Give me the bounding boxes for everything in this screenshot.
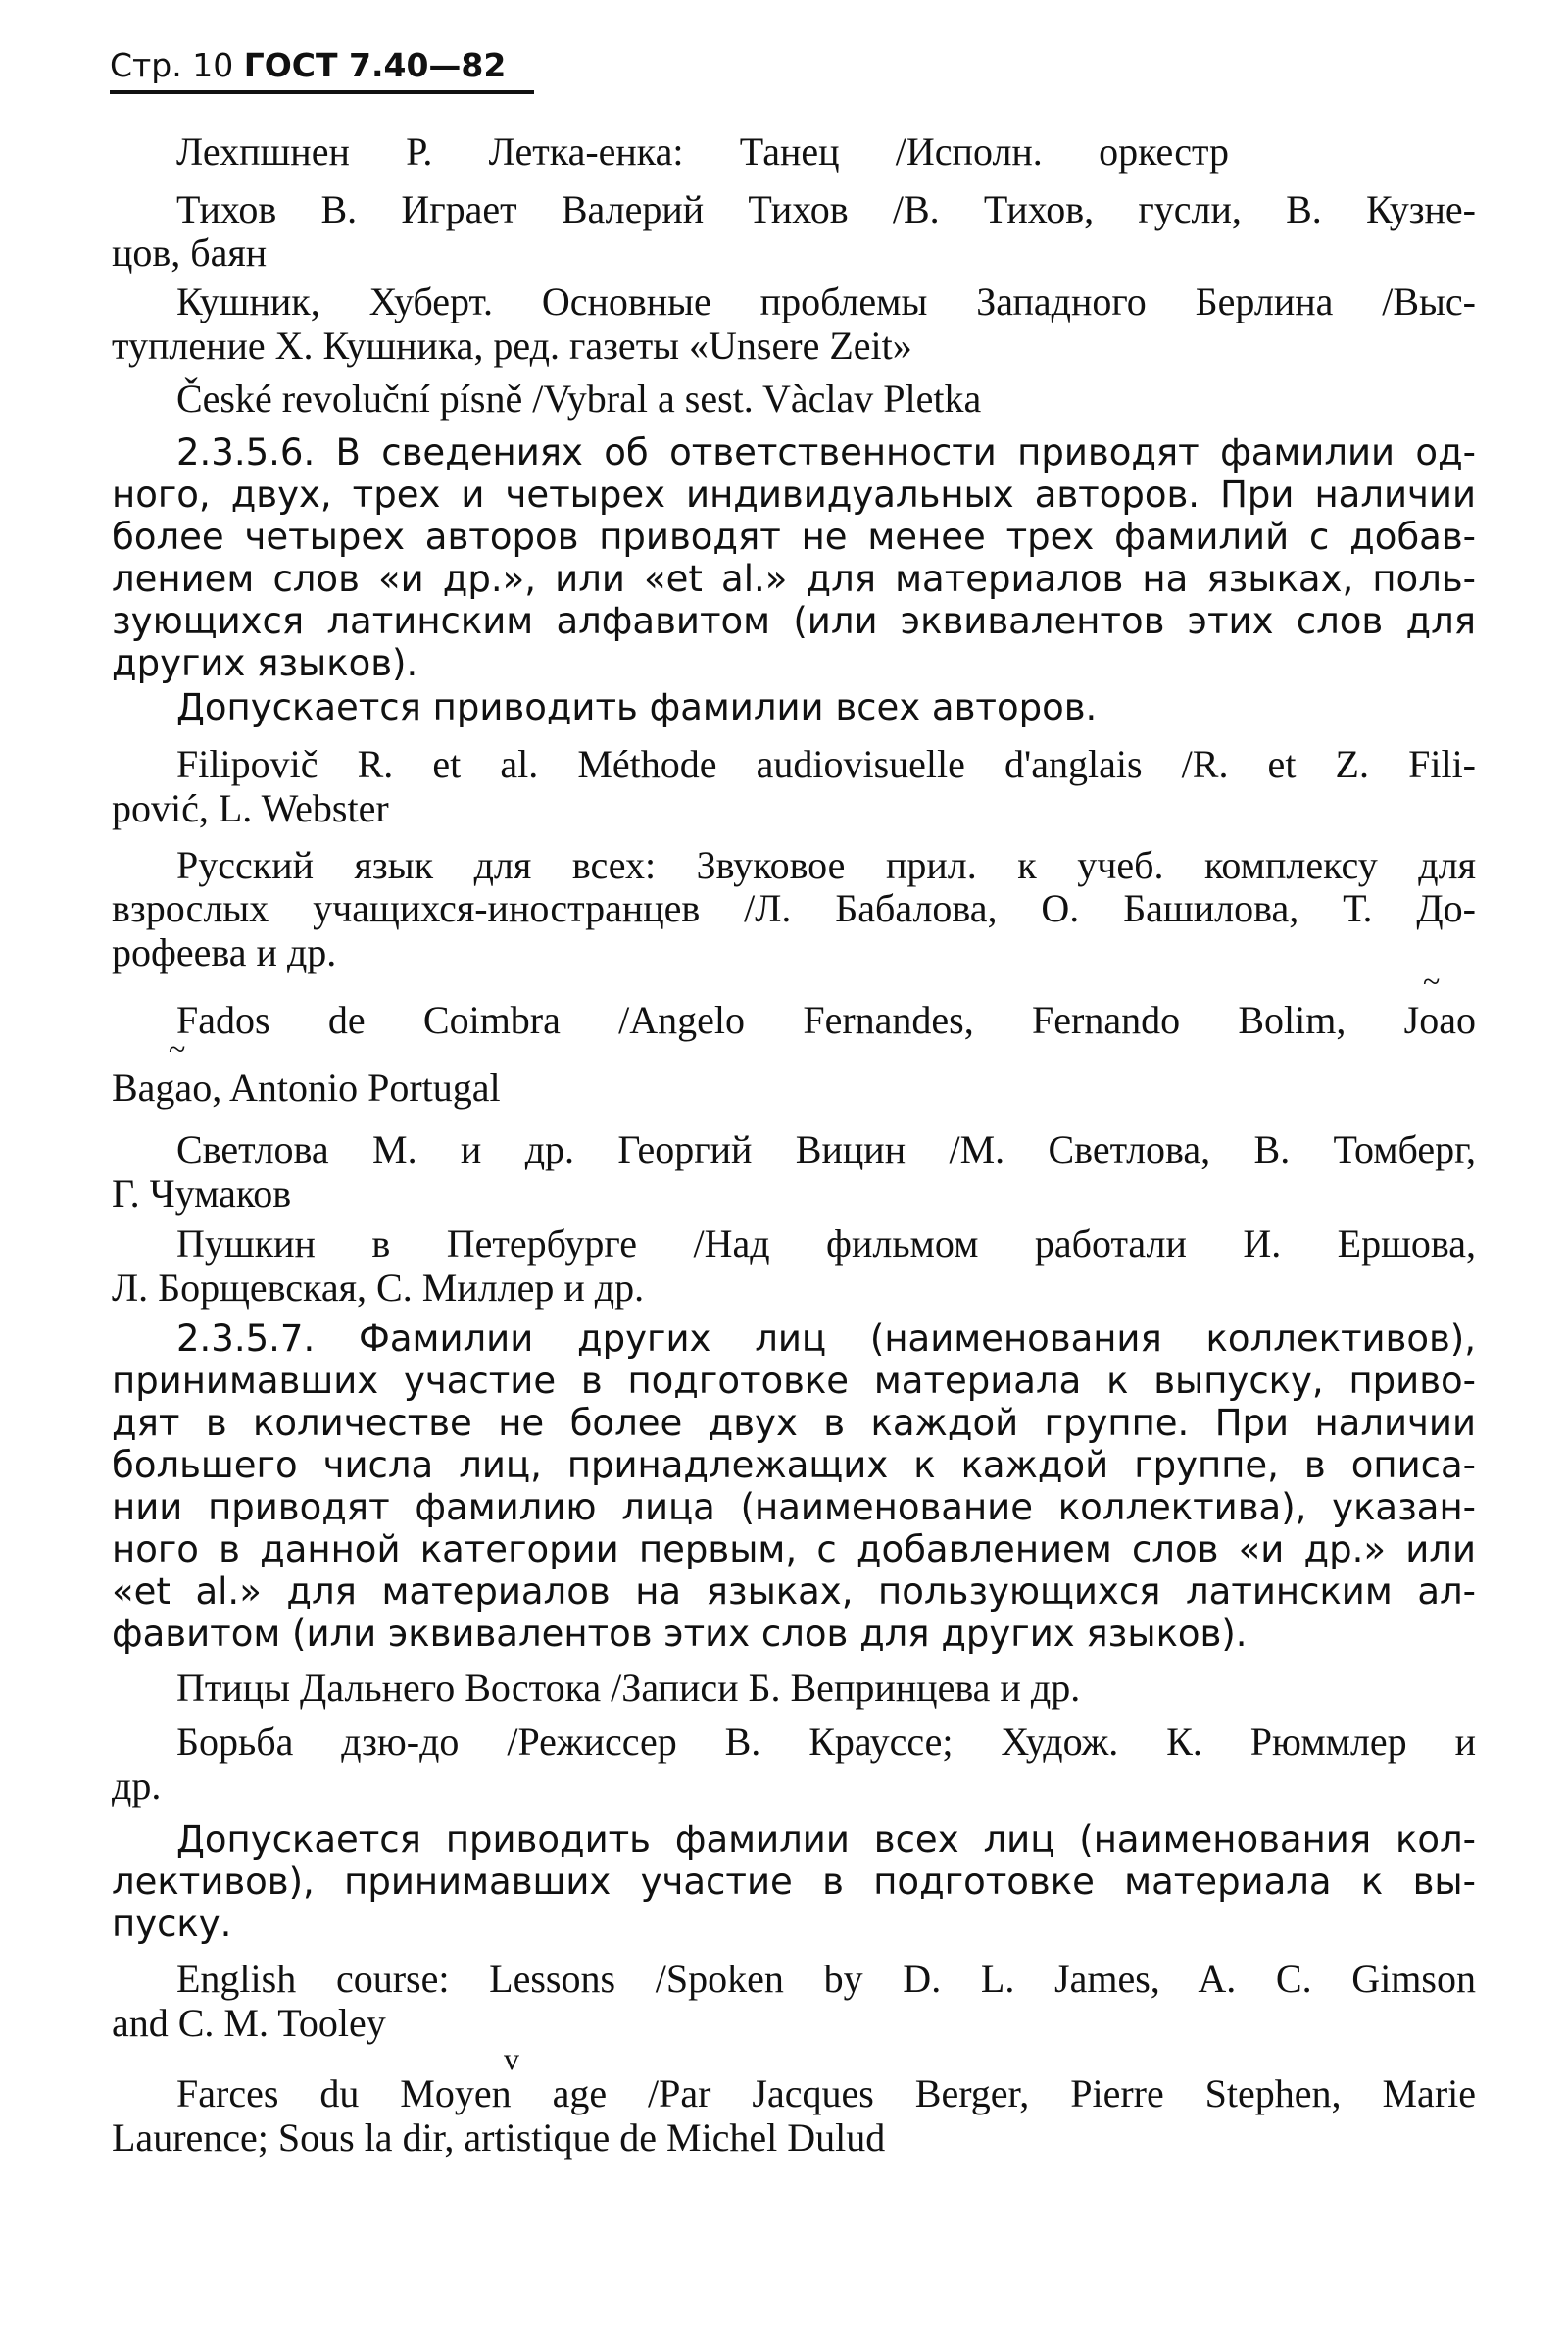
text-line: взрослых учащихся-иностранцев /Л. Бабалова, О. Башилова, Т. До- [112, 886, 1476, 930]
text-line: Пушкин в Петербурге /Над фильмом работали И. Ершова, [176, 1221, 1476, 1266]
standard-number: ГОСТ 7.40—82 [243, 46, 507, 84]
text-line: тупление X. Кушника, ред. газеты «Unsere Zeit» [112, 323, 912, 368]
tilde-mark: ~ [1423, 964, 1441, 999]
text-line: рофеева и др. [112, 930, 337, 974]
text-line: принимавших участие в подготовке материала к выпуску, приво- [112, 1360, 1476, 1402]
text-line: Русский язык для всех: Звуковое прил. к учеб. комплексу для [176, 843, 1476, 887]
caron-mark: v [504, 2041, 519, 2076]
header-rule [110, 90, 534, 94]
text-line: Птицы Дальнего Востока /Записи Б. Вепринцева и др. [176, 1666, 1081, 1710]
page-number: Стр. 10 [110, 46, 234, 84]
text-line: 2.3.5.7. Фамилии других лиц (наименования коллективов), [176, 1318, 1476, 1360]
text-line: нии приводят фамилию лица (наименование коллектива), указан- [112, 1486, 1476, 1528]
text-line: Допускается приводить фамилии всех лиц (наименования кол- [176, 1818, 1476, 1861]
text-line: Filipovič R. et al. Méthode audiovisuelle d'anglais /R. et Z. Fili- [176, 742, 1476, 786]
page-header [110, 43, 534, 88]
text-line: Bagao, Antonio Portugal [112, 1066, 501, 1110]
text-line: Кушник, Хуберт. Основные проблемы Западного Берлина /Выс- [176, 279, 1476, 323]
text-line: большего числа лиц, принадлежащих к каждой группе, в описа- [112, 1444, 1476, 1486]
text-line: ного в данной категории первым, с добавлением слов «и др.» или [112, 1528, 1476, 1570]
text-line: пуску. [112, 1903, 232, 1945]
text-line: дят в количестве не более двух в каждой группе. При наличии [112, 1402, 1476, 1444]
text-line: Допускается приводить фамилии всех авторов. [176, 686, 1098, 728]
text-line: 2.3.5.6. В сведениях об ответственности приводят фамилии од- [176, 431, 1476, 473]
text-line: and C. M. Tooley [112, 2001, 386, 2045]
text-line: др. [112, 1764, 162, 1808]
text-line: Тихов В. Играет Валерий Тихов /В. Тихов, гусли, В. Кузне- [176, 187, 1476, 231]
text-line: Л. Борщевская, С. Миллер и др. [112, 1266, 645, 1310]
text-line: Г. Чумаков [112, 1171, 292, 1216]
text-line: фавитом (или эквивалентов этих слов для других языков). [112, 1613, 1248, 1655]
text-line: Светлова М. и др. Георгий Вицин /М. Светлова, В. Томберг, [176, 1127, 1476, 1171]
text-line: зующихся латинским алфавитом (или эквивалентов этих слов для [112, 600, 1476, 642]
text-line: ного, двух, трех и четырех индивидуальных авторов. При наличии [112, 473, 1476, 516]
text-line: Farces du Moyen age /Par Jacques Berger, Pierre Stephen, Marie [176, 2071, 1476, 2115]
text-line: «et al.» для материалов на языках, пользующихся латинским ал- [112, 1570, 1476, 1613]
text-line: более четырех авторов приводят не менее трех фамилий с добав- [112, 516, 1476, 558]
text-line: других языков). [112, 642, 418, 684]
text-line: лением слов «и др.», или «et al.» для материалов на языках, поль- [112, 558, 1476, 600]
text-line: pović, L. Webster [112, 786, 389, 830]
text-line: České revoluční písně /Vybral a sest. Vàclav Pletka [176, 376, 982, 421]
text-line: Борьба дзю-до /Режиссер В. Крауссе; Худож. К. Рюммлер и [176, 1719, 1476, 1764]
text-line: English course: Lessons /Spoken by D. L. James, A. C. Gimson [176, 1957, 1476, 2001]
text-line: Laurence; Sous la dir, artistique de Michel Dulud [112, 2115, 886, 2160]
text-line: цов, баян [112, 230, 268, 274]
tilde-mark: ~ [169, 1031, 186, 1067]
text-line: лективов), принимавших участие в подготовке материала к вы- [112, 1861, 1476, 1903]
text-line: Fados de Coimbra /Angelo Fernandes, Fernando Bolim, Joao [176, 998, 1476, 1042]
text-line: Лехпшнен Р. Летка-енка: Танец /Исполн. оркестр [176, 129, 1229, 174]
